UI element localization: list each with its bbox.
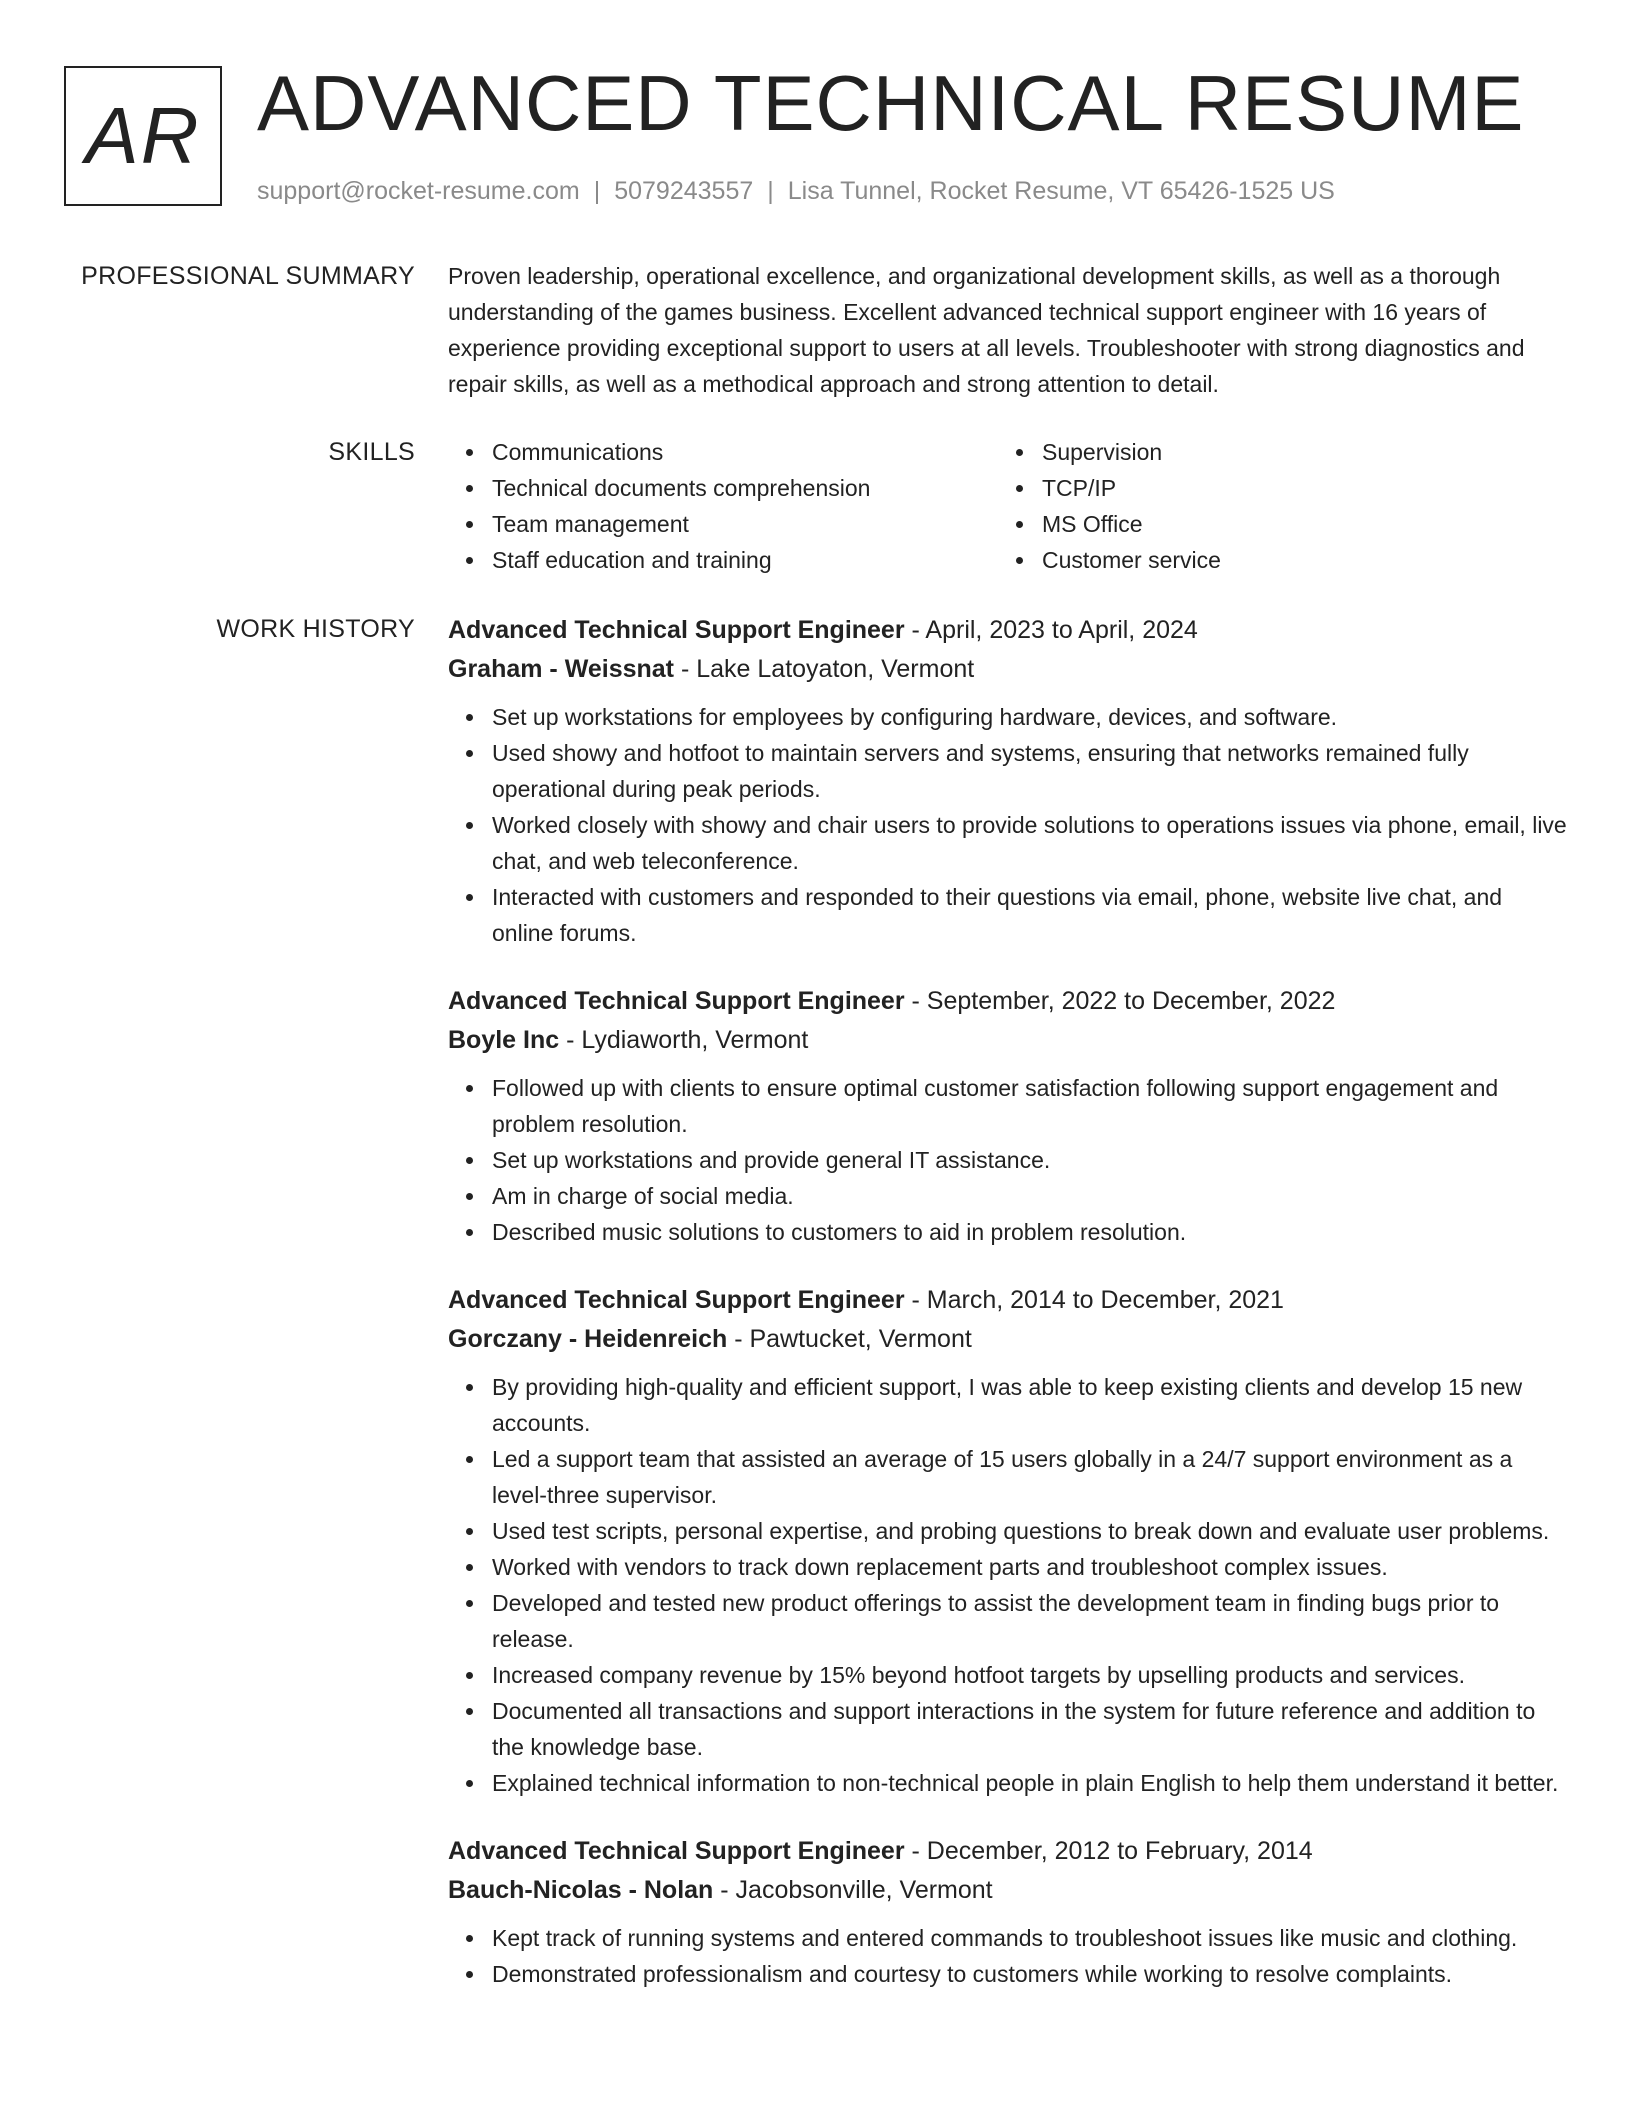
job-company-line xyxy=(448,1871,1568,1910)
skill-item: Customer service xyxy=(1042,542,1221,578)
job-title: Advanced Technical Support Engineer xyxy=(448,987,905,1015)
job-dates: - March, 2014 to December, 2021 xyxy=(904,1286,1284,1314)
job-entry xyxy=(448,611,1568,951)
job-bullet: Demonstrated professionalism and courtesy to customers while working to resolve complaints. xyxy=(492,1956,1568,1992)
job-bullet: Explained technical information to non-technical people in plain English to help them understand it better. xyxy=(492,1765,1568,1801)
job-bullet: Kept track of running systems and entered commands to troubleshoot issues like music and clothing. xyxy=(492,1920,1568,1956)
job-bullets xyxy=(448,1070,1568,1250)
skill-item: Team management xyxy=(492,506,998,542)
skill-item: Communications xyxy=(492,434,998,470)
job-company: Boyle Inc xyxy=(448,1026,560,1054)
contact-phone: 5079243557 xyxy=(614,177,754,205)
job-bullet: Used test scripts, personal expertise, and probing questions to break down and evaluate user problems. xyxy=(492,1513,1568,1549)
job-bullet: Set up workstations and provide general IT assistance. xyxy=(492,1142,1568,1178)
job-location: - Lydiaworth, Vermont xyxy=(559,1026,809,1054)
job-bullet: Am in charge of social media. xyxy=(492,1178,1568,1214)
job-entry xyxy=(448,1281,1568,1801)
contact-separator: | xyxy=(593,177,601,205)
job-dates: - September, 2022 to December, 2022 xyxy=(904,987,1336,1015)
job-bullet: Worked closely with showy and chair users to provide solutions to operations issues via phone, email, live chat, and web teleconference. xyxy=(492,807,1568,879)
job-bullet: Set up workstations for employees by configuring hardware, devices, and software. xyxy=(492,699,1568,735)
work-history-heading: WORK HISTORY xyxy=(216,615,415,643)
job-title: Advanced Technical Support Engineer xyxy=(448,1837,905,1865)
contact-separator: | xyxy=(767,177,774,205)
summary-body xyxy=(448,258,1568,402)
contact-line xyxy=(257,175,1335,207)
resume-title: ADVANCED TECHNICAL RESUME xyxy=(257,59,1525,147)
job-bullet: By providing high-quality and efficient support, I was able to keep existing clients and develop 15 new accounts. xyxy=(492,1369,1568,1441)
summary-heading: PROFESSIONAL SUMMARY xyxy=(81,262,415,290)
job-location: - Jacobsonville, Vermont xyxy=(713,1876,993,1904)
job-dates: - April, 2023 to April, 2024 xyxy=(904,616,1198,644)
job-bullet: Followed up with clients to ensure optimal customer satisfaction following support engagement and problem resolution. xyxy=(492,1070,1568,1142)
job-company-line xyxy=(448,1021,1568,1060)
job-bullets xyxy=(448,1920,1568,1992)
skills-heading: SKILLS xyxy=(328,438,415,466)
contact-address: Lisa Tunnel, Rocket Resume, VT 65426-1525 US xyxy=(787,177,1335,205)
job-bullets xyxy=(448,1369,1568,1801)
job-title-line xyxy=(448,982,1568,1021)
job-bullet: Increased company revenue by 15% beyond hotfoot targets by upselling products and services. xyxy=(492,1657,1568,1693)
skills-body xyxy=(448,434,1568,578)
job-dates: - December, 2012 to February, 2014 xyxy=(904,1837,1313,1865)
job-company: Bauch-Nicolas - Nolan xyxy=(448,1876,714,1904)
job-entry xyxy=(448,982,1568,1250)
job-location: - Pawtucket, Vermont xyxy=(727,1325,972,1353)
job-bullet: Developed and tested new product offerings to assist the development team in finding bugs prior to release. xyxy=(492,1585,1568,1657)
job-bullet: Described music solutions to customers to aid in problem resolution. xyxy=(492,1214,1568,1250)
job-bullets xyxy=(448,699,1568,951)
job-company: Gorczany - Heidenreich xyxy=(448,1325,728,1353)
job-location: - Lake Latoyaton, Vermont xyxy=(674,655,975,683)
skill-item: Technical documents comprehension xyxy=(492,470,998,506)
monogram-text: AR xyxy=(85,91,201,180)
skill-item: Staff education and training xyxy=(492,542,998,578)
job-bullet: Documented all transactions and support interactions in the system for future reference and addition to the knowledge base. xyxy=(492,1693,1568,1765)
job-title: Advanced Technical Support Engineer xyxy=(448,616,905,644)
monogram-logo xyxy=(64,66,222,206)
job-title-line xyxy=(448,1832,1568,1871)
summary-text: Proven leadership, operational excellence, and organizational development skills, as well as a thorough understanding of the games business. Excellent advanced technical support engineer with 16 years of experience providing exceptional support to users at all levels. Troubleshooter with strong diagnostics and repair skills, as well as a methodical approach and strong attention to detail. xyxy=(448,263,1525,397)
skills-list-right xyxy=(998,434,1221,578)
contact-email: support@rocket-resume.com xyxy=(257,177,580,205)
job-title-line xyxy=(448,611,1568,650)
job-company-line xyxy=(448,1320,1568,1359)
job-bullet: Interacted with customers and responded to their questions via email, phone, website live chat, and online forums. xyxy=(492,879,1568,951)
job-title-line xyxy=(448,1281,1568,1320)
job-title: Advanced Technical Support Engineer xyxy=(448,1286,905,1314)
skills-list-left xyxy=(448,434,998,578)
work-history-body xyxy=(448,611,1568,2023)
job-company: Graham - Weissnat xyxy=(448,655,675,683)
skill-item: MS Office xyxy=(1042,506,1221,542)
skill-item: TCP/IP xyxy=(1042,470,1221,506)
job-bullet: Worked with vendors to track down replacement parts and troubleshoot complex issues. xyxy=(492,1549,1568,1585)
skill-item: Supervision xyxy=(1042,434,1221,470)
job-company-line xyxy=(448,650,1568,689)
job-entry xyxy=(448,1832,1568,1992)
job-bullet: Led a support team that assisted an average of 15 users globally in a 24/7 support environment as a level-three supervisor. xyxy=(492,1441,1568,1513)
job-bullet: Used showy and hotfoot to maintain servers and systems, ensuring that networks remained fully operational during peak periods. xyxy=(492,735,1568,807)
